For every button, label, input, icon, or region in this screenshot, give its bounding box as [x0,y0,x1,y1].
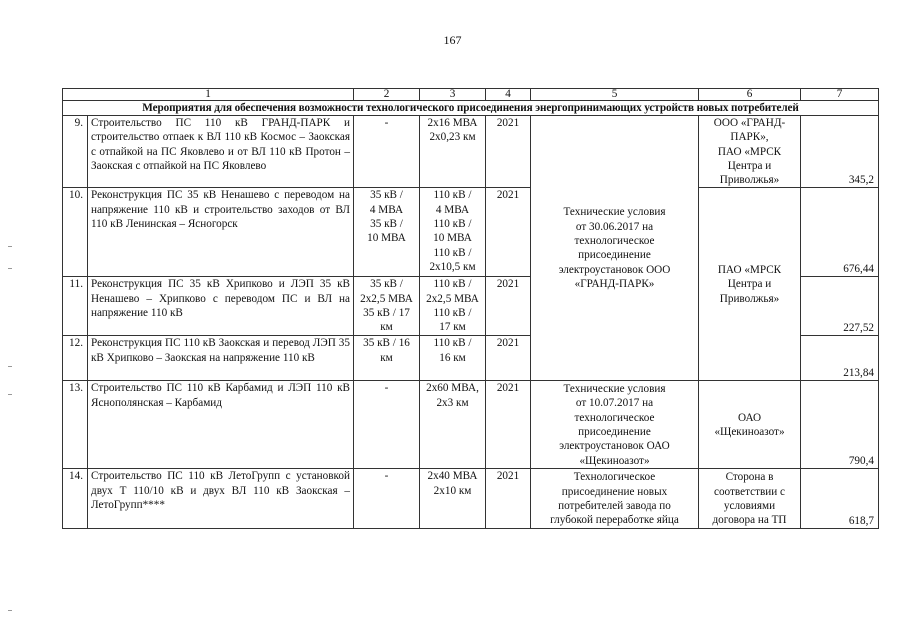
existing-capacity: 35 кВ / 2х2,5 МВА 35 кВ / 17 км [354,277,420,336]
row-number: 10. [63,188,88,277]
margin-mark [8,394,12,395]
column-number: 7 [801,89,879,101]
organization-cell: Сторона в соответствии с условиями договора на ТП [699,469,801,529]
completion-year: 2021 [486,116,531,188]
basis-cell: Технические условия от 10.07.2017 на технологическое присоединение электроустановок ОАО «Щекиноазот» [531,381,699,469]
new-capacity: 110 кВ / 16 км [420,336,486,381]
table-row [63,469,879,529]
table-row [63,116,879,188]
section-title: Мероприятия для обеспечения возможности технологического присоединения энергопринимающих устройств новых потребителей [63,101,879,116]
new-capacity: 2х60 МВА, 2х3 км [420,381,486,469]
table-row [63,381,879,469]
page-number: 167 [443,33,462,47]
completion-year: 2021 [486,381,531,469]
row-number: 14. [63,469,88,529]
column-number: 2 [354,89,420,101]
row-number: 13. [63,381,88,469]
completion-year: 2021 [486,277,531,336]
margin-mark [8,268,12,269]
section-header-row [63,101,879,116]
row-description: Реконструкция ПС 35 кВ Ненашево с переводом на напряжение 110 кВ и строительство заходов от ВЛ 110 кВ Ленинская – Ясногорск [88,188,354,277]
completion-year: 2021 [486,188,531,277]
completion-year: 2021 [486,336,531,381]
column-number: 1 [63,89,354,101]
new-capacity: 110 кВ / 2х2,5 МВА 110 кВ / 17 км [420,277,486,336]
existing-capacity: - [354,469,420,529]
row-description: Строительство ПС 110 кВ ГРАНД-ПАРК и строительство отпаек к ВЛ 110 кВ Космос – Заокская с отпайкой на ПС Яковлево и от ВЛ 110 кВ Протон – Заокская с отпайкой на ПС Яковлево [88,116,354,188]
new-capacity: 2х40 МВА 2х10 км [420,469,486,529]
basis-cell: Технические условия от 30.06.2017 на технологическое присоединение электроустановок ООО «ГРАНД-ПАРК» [531,116,699,381]
margin-mark [8,246,12,247]
measures-table [62,88,879,529]
row-number: 11. [63,277,88,336]
row-number: 9. [63,116,88,188]
row-description: Строительство ПС 110 кВ Карбамид и ЛЭП 110 кВ Яснополянская – Карбамид [88,381,354,469]
column-number-row [63,89,879,101]
cost-value: 676,44 [801,188,879,277]
cost-value: 790,4 [801,381,879,469]
organization-cell: ПАО «МРСК Центра и Приволжья» [699,188,801,381]
row-description: Строительство ПС 110 кВ ЛетоГрупп с установкой двух Т 110/10 кВ и двух ВЛ 110 кВ Заокская – ЛетоГрупп**** [88,469,354,529]
organization-cell: ОАО «Щекиноазот» [699,381,801,469]
column-number: 3 [420,89,486,101]
table-row [63,188,879,277]
organization-cell: ООО «ГРАНД- ПАРК», ПАО «МРСК Центра и Приволжья» [699,116,801,188]
cost-value: 345,2 [801,116,879,188]
column-number: 6 [699,89,801,101]
existing-capacity: - [354,381,420,469]
row-description: Реконструкция ПС 110 кВ Заокская и перевод ЛЭП 35 кВ Хрипково – Заокская на напряжение 110 кВ [88,336,354,381]
margin-mark [8,366,12,367]
row-description: Реконструкция ПС 35 кВ Хрипково и ЛЭП 35 кВ Ненашево – Хрипково с переводом ПС и ВЛ на напряжение 110 кВ [88,277,354,336]
row-number: 12. [63,336,88,381]
cost-value: 213,84 [801,336,879,381]
new-capacity: 110 кВ / 4 МВА 110 кВ / 10 МВА 110 кВ / 2х10,5 км [420,188,486,277]
existing-capacity: - [354,116,420,188]
completion-year: 2021 [486,469,531,529]
cost-value: 618,7 [801,469,879,529]
column-number: 5 [531,89,699,101]
cost-value: 227,52 [801,277,879,336]
column-number: 4 [486,89,531,101]
new-capacity: 2х16 МВА 2х0,23 км [420,116,486,188]
basis-cell: Технологическое присоединение новых потребителей завода по глубокой переработке яйца [531,469,699,529]
margin-mark [8,610,12,611]
existing-capacity: 35 кВ / 4 МВА 35 кВ / 10 МВА [354,188,420,277]
existing-capacity: 35 кВ / 16 км [354,336,420,381]
